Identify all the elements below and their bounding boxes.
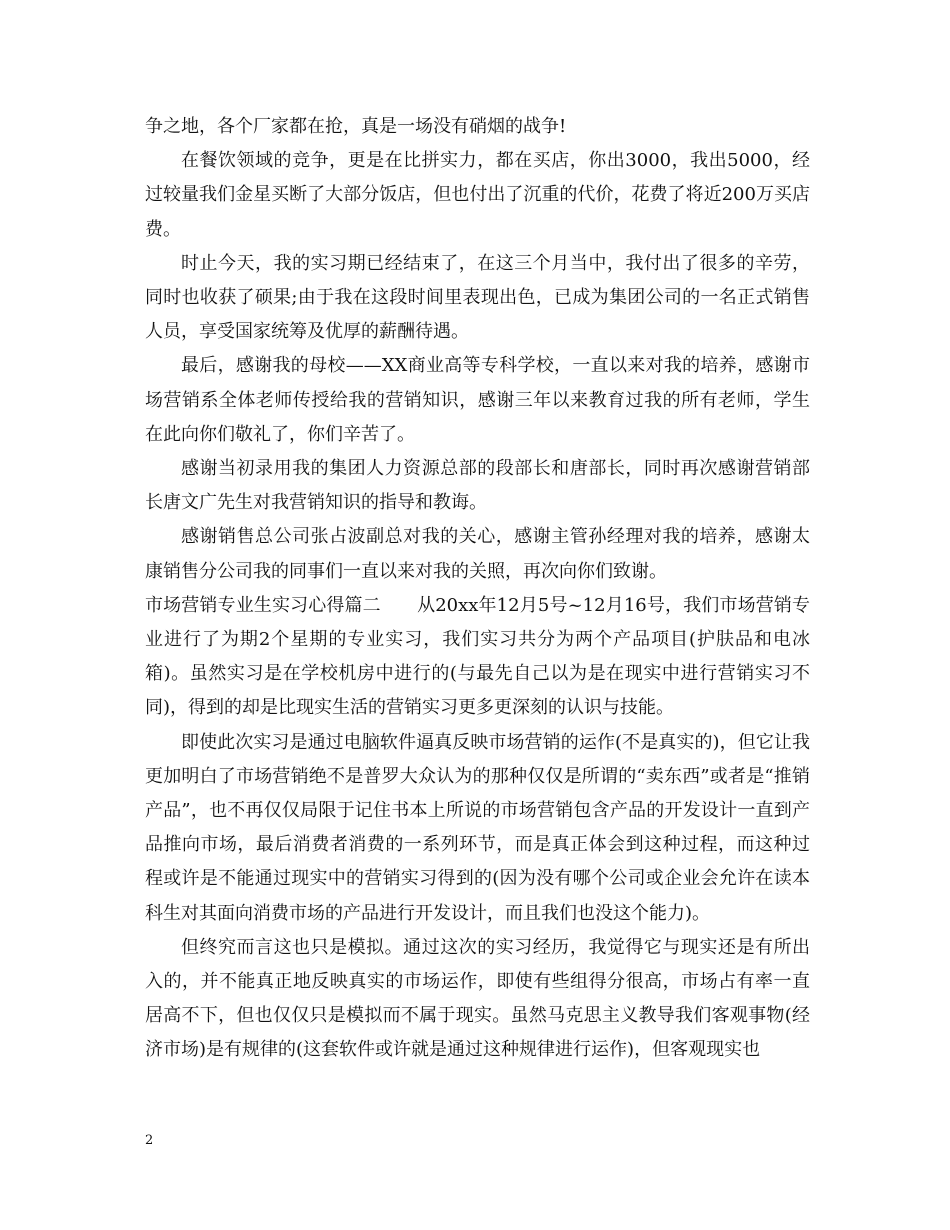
document-body — [145, 110, 810, 1068]
page-number: 2 — [145, 1133, 154, 1148]
paragraph-9: 但终究而言这也只是模拟。通过这次的实习经历，我觉得它与现实还是有所出入的，并不能真正地反映真实的市场运作，即使有些组得分很高，市场占有率一直居高不下，但也仅仅只是模拟而不属于现实。虽然马克思主义教导我们客观事物(经济市场)是有规律的(这套软件或许就是通过这种规律进行运作)，但客观现实也 — [145, 936, 810, 1061]
paragraph-6: 感谢销售总公司张占波副总对我的关心，感谢主管孙经理对我的培养，感谢太康销售分公司我的同事们一直以来对我的关照，再次向你们致谢。 — [145, 526, 810, 582]
paragraph-2: 在餐饮领域的竞争，更是在比拼实力，都在买店，你出3000，我出5000，经过较量我们金星买断了大部分饭店，但也付出了沉重的代价，花费了将近200万买店费。 — [145, 150, 810, 240]
paragraph-5: 感谢当初录用我的集团人力资源总部的段部长和唐部长，同时再次感谢营销部长唐文广先生对我营销知识的指导和教诲。 — [145, 458, 810, 514]
paragraph-4: 最后，感谢我的母校——XX商业高等专科学校，一直以来对我的培养，感谢市场营销系全体老师传授给我的营销知识，感谢三年以来教育过我的所有老师，学生在此向你们敬礼了，你们辛苦了。 — [145, 355, 810, 445]
paragraph-7: 市场营销专业生实习心得篇二 从20xx年12月5号~12月16号，我们市场营销专业进行了为期2个星期的专业实习，我们实习共分为两个产品项目(护肤品和电冰箱)。虽然实习是在学校机房中进行的(与最先自己以为是在现实中进行营销实习不同)，得到的却是比现实生活的营销实习更多更深刻的认识与技能。 — [145, 594, 810, 719]
paragraph-3: 时止今天，我的实习期已经结束了，在这三个月当中，我付出了很多的辛劳，同时也收获了硕果;由于我在这段时间里表现出色，已成为集团公司的一名正式销售人员，享受国家统筹及优厚的薪酬待遇。 — [145, 252, 810, 343]
paragraph-8: 即使此次实习是通过电脑软件逼真反映市场营销的运作(不是真实的)，但它让我更加明白了市场营销绝不是普罗大众认为的那种仅仅是所谓的“卖东西”或者是“推销产品”，也不再仅仅局限于记住书本上所说的市场营销包含产品的开发设计一直到产品推向市场，最后消费者消费的一系列环节，而是真正体会到这种过程，而这种过程或许是不能通过现实中的营销实习得到的(因为没有哪个公司或企业会允许在读本科生对其面向消费市场的产品进行开发设计，而且我们也没这个能力)。 — [145, 731, 810, 924]
paragraph-1: 争之地，各个厂家都在抢，真是一场没有硝烟的战争! — [145, 116, 567, 137]
